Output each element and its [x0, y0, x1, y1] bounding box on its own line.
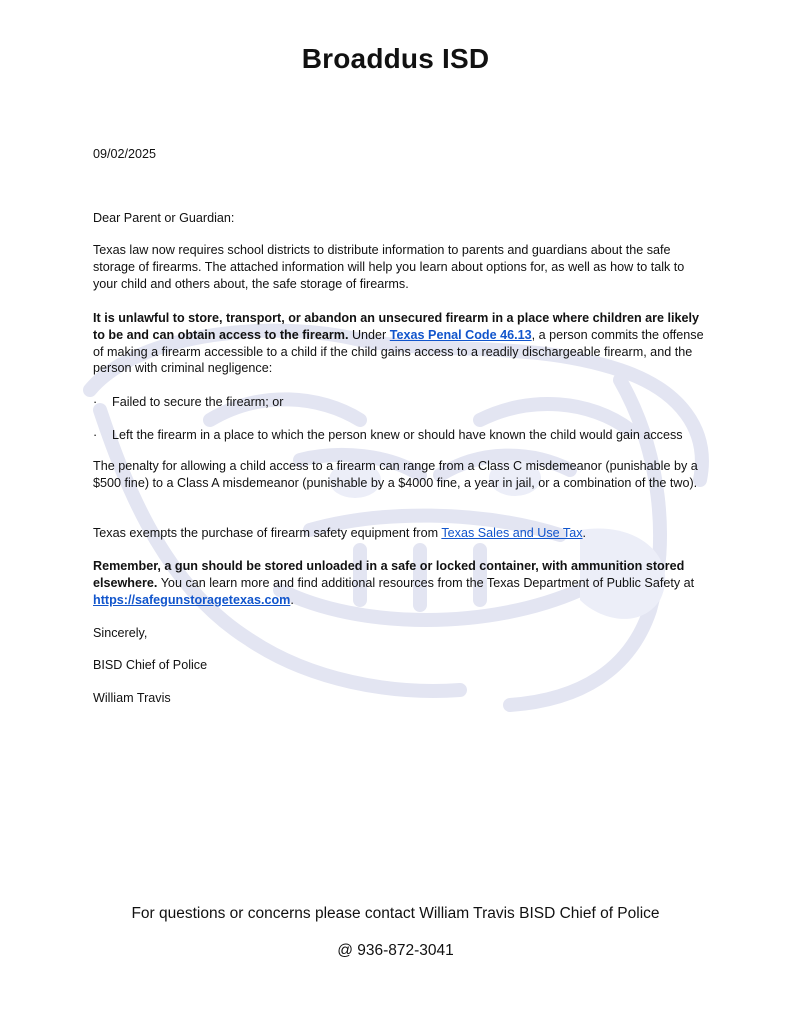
- bullet-icon: ·: [93, 395, 98, 409]
- law-text-after-link: , a person commits the offense of making a firearm accessible to a child if the child gains access to a readily dischargeable firearm, and the person with criminal negligence:: [93, 327, 704, 376]
- storage-text-after-link: .: [290, 592, 294, 607]
- tax-text-before-link: Texas exempts the purchase of firearm safety equipment from: [93, 526, 442, 540]
- storage-text-before-link: You can learn more and find additional resources from the Texas Department of Public Safety at: [157, 575, 695, 590]
- page-title: Broaddus ISD: [301, 43, 490, 74]
- bullet-icon: ·: [93, 428, 98, 442]
- law-bold-statement: It is unlawful to store, transport, or abandon an unsecured firearm in a place where children are likely to be and can obtain access to the firearm.: [93, 311, 700, 342]
- tax-text-after-link: .: [582, 526, 587, 540]
- footer-phone-line: @ 936-872-3041: [337, 942, 454, 959]
- safe-gun-storage-link[interactable]: https://safegunstoragetexas.com: [93, 592, 291, 607]
- intro-paragraph: Texas law now requires school districts to distribute information to parents and guardians about the safe storage of firearms. The attached information will help you learn about options for, as well as how to talk to your child and others about, the safe storage of firearms.: [93, 243, 685, 291]
- law-text-before-link: Under: [348, 327, 390, 342]
- storage-reminder-paragraph: [93, 558, 705, 608]
- storage-bold-statement: Remember, a gun should be stored unloaded in a safe or locked container, with ammunition stored elsewhere.: [93, 559, 685, 590]
- penal-code-link[interactable]: Texas Penal Code 46.13: [389, 327, 532, 342]
- penalty-paragraph: The penalty for allowing a child access to a firearm can range from a Class C misdemeanor (punishable by a $500 fine) to a Class A misdemeanor (punishable by a $4000 fine, a year in jail, or a combination of the two).: [93, 459, 698, 490]
- law-paragraph: [93, 310, 705, 377]
- salutation: Dear Parent or Guardian:: [93, 211, 235, 225]
- list-item-text: Failed to secure the firearm; or: [112, 395, 284, 409]
- list-item-text: Left the firearm in a place to which the person knew or should have known the child would gain access: [112, 428, 683, 442]
- tax-exemption-paragraph: [93, 525, 705, 542]
- footer-contact-line: For questions or concerns please contact William Travis BISD Chief of Police: [131, 905, 660, 922]
- closing: Sincerely,: [93, 626, 148, 640]
- list-item: [93, 394, 705, 411]
- signer-name: William Travis: [93, 691, 171, 705]
- signer-title: BISD Chief of Police: [93, 658, 208, 672]
- list-item: [93, 427, 733, 444]
- sales-tax-link[interactable]: Texas Sales and Use Tax: [441, 526, 583, 540]
- letter-date: 09/02/2025: [93, 147, 157, 161]
